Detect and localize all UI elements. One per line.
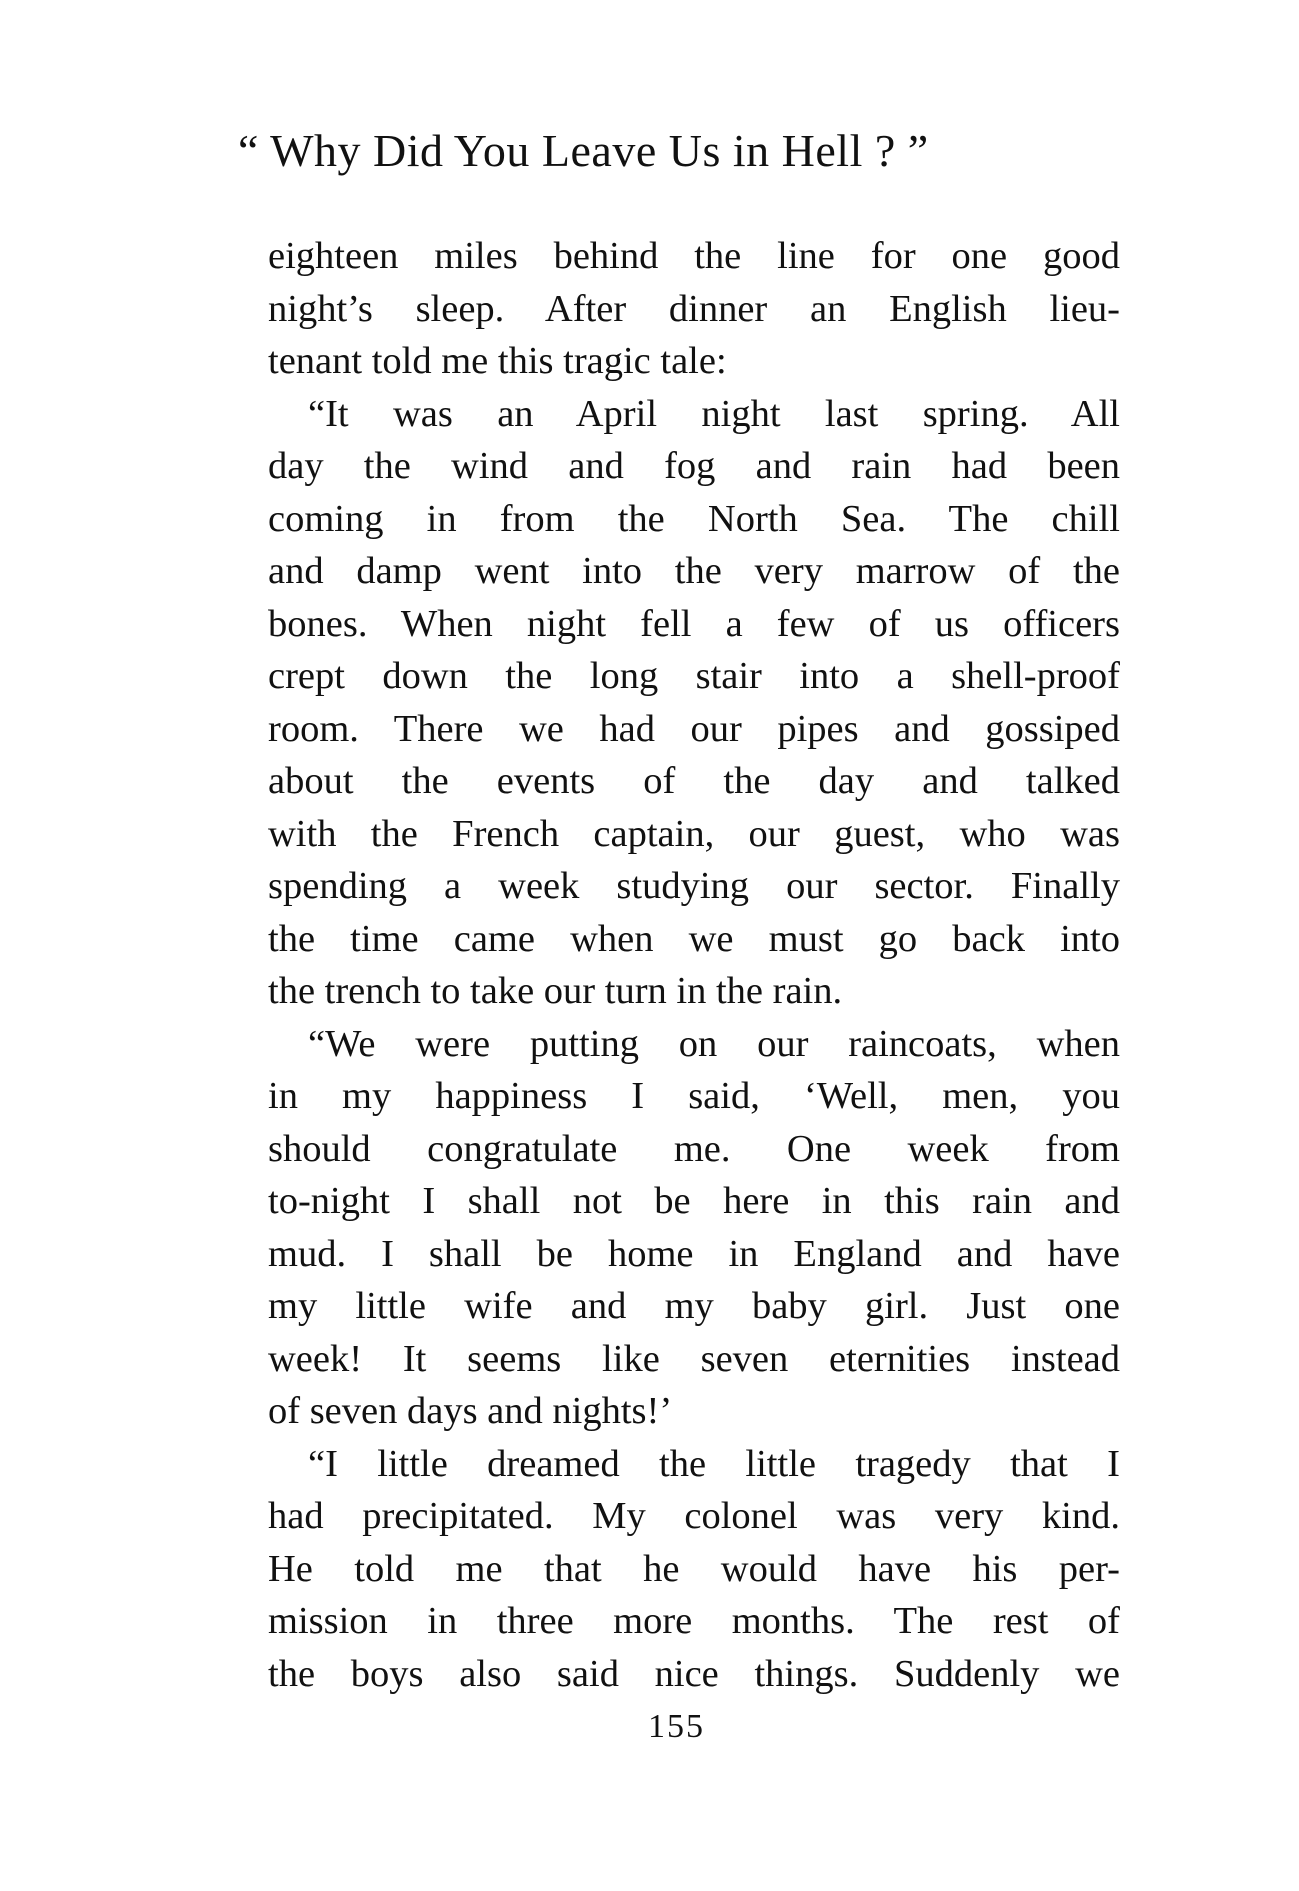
body-text	[268, 230, 1120, 1700]
text-line: the time came when we must go back into	[268, 917, 1120, 960]
text-line: in my happiness I said, ‘Well, men, you	[268, 1075, 1120, 1117]
text-line: the trench to take our turn in the rain.	[268, 970, 843, 1012]
text-line: week! It seems like seven eternities instead	[268, 1337, 1120, 1380]
text-line: bones. When night fell a few of us officers	[268, 602, 1120, 645]
text-line: night’s sleep. After dinner an English lieu-	[268, 287, 1120, 330]
text-line: mission in three more months. The rest of	[268, 1600, 1120, 1642]
text-line: spending a week studying our sector. Finally	[268, 865, 1120, 907]
text-line: should congratulate me. One week from	[268, 1127, 1120, 1170]
text-line: “It was an April night last spring. All	[308, 392, 1120, 435]
text-line: about the events of the day and talked	[268, 760, 1120, 802]
text-line: coming in from the North Sea. The chill	[268, 497, 1120, 540]
text-line: of seven days and nights!’	[268, 1390, 673, 1432]
text-line: crept down the long stair into a shell-proof	[268, 655, 1120, 697]
running-head: “ Why Did You Leave Us in Hell ? ”	[238, 125, 929, 176]
text-line: eighteen miles behind the line for one good	[268, 235, 1120, 277]
text-line: “I little dreamed the little tragedy that I	[308, 1442, 1120, 1485]
text-line: room. There we had our pipes and gossiped	[268, 707, 1120, 750]
text-line: tenant told me this tragic tale:	[268, 340, 727, 382]
text-line: to-night I shall not be here in this rain and	[268, 1180, 1120, 1222]
text-line: day the wind and fog and rain had been	[268, 445, 1120, 487]
text-line: my little wife and my baby girl. Just one	[268, 1285, 1120, 1327]
text-line: had precipitated. My colonel was very kind.	[268, 1495, 1120, 1537]
text-line: mud. I shall be home in England and have	[268, 1232, 1120, 1275]
text-line: and damp went into the very marrow of the	[268, 550, 1120, 592]
text-line: the boys also said nice things. Suddenly we	[268, 1652, 1120, 1695]
text-line: “We were putting on our raincoats, when	[308, 1022, 1120, 1065]
text-line: He told me that he would have his per-	[268, 1547, 1120, 1590]
text-line: with the French captain, our guest, who was	[268, 812, 1120, 855]
page-number: 155	[648, 1708, 705, 1745]
